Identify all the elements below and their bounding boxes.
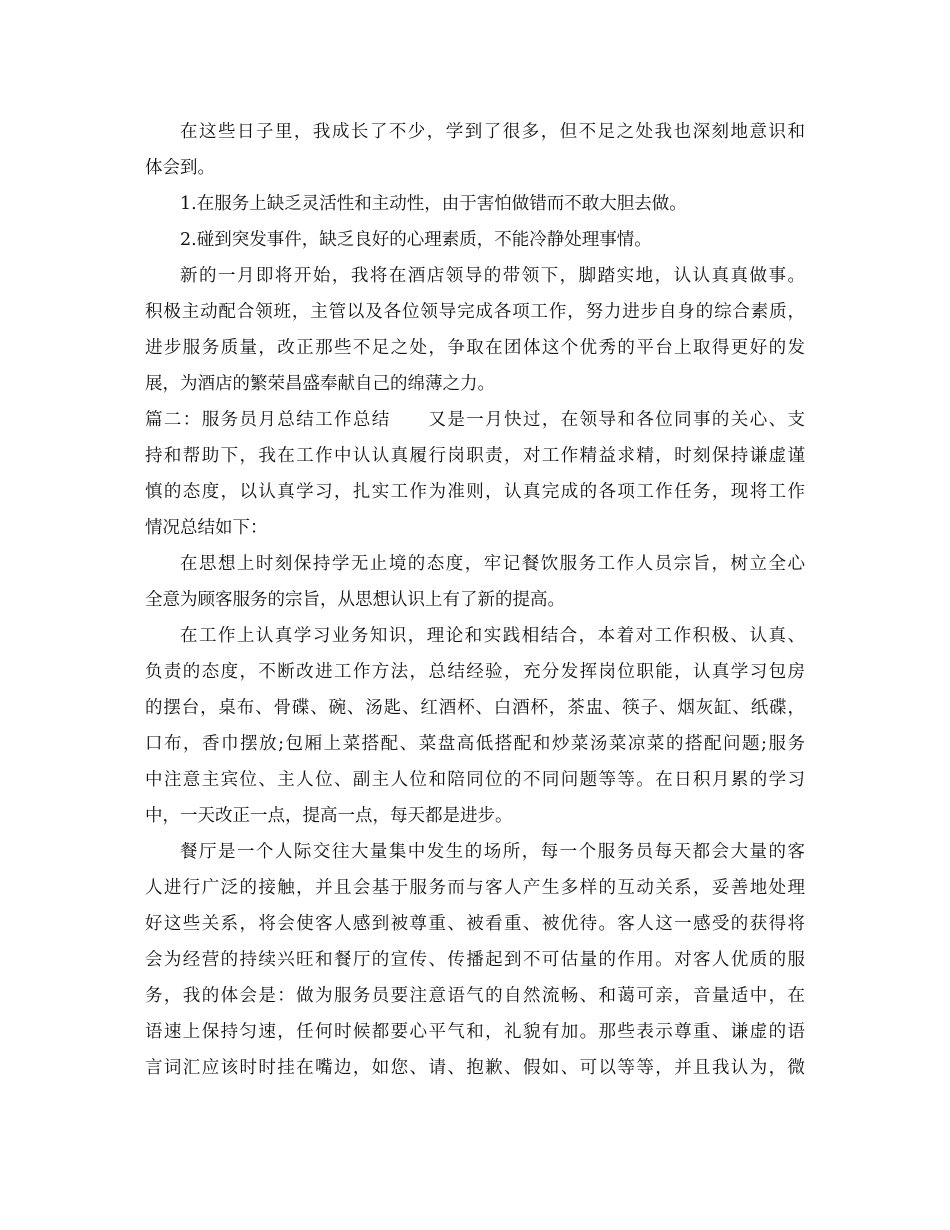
text-line: 体会到。 [145,158,215,178]
text-line: 人进行广泛的接触，并且会基于服务而与客人产生多样的互动关系，妥善地处理 [145,878,805,898]
text-line: 展，为酒店的繁荣昌盛奉献自己的绵薄之力。 [145,374,495,394]
text-line: 新的一月即将开始，我将在酒店领导的带领下，脚踏实地，认认真真做事。 [180,266,805,286]
text-line: 2.碰到突发事件，缺乏良好的心理素质，不能冷静处理事情。 [180,230,652,250]
text-line: 好这些关系，将会使客人感到被尊重、被看重、被优待。客人这一感受的获得将 [145,914,805,934]
text-line: 情况总结如下： [145,518,268,538]
text-line: 中，一天改正一点，提高一点，每天都是进步。 [145,806,513,826]
text-line: 言词汇应该时时挂在嘴边，如您、请、抱歉、假如、可以等等，并且我认为，微 [145,1058,805,1078]
text-line: 在工作上认真学习业务知识，理论和实践相结合，本着对工作积极、认真、 [180,626,805,646]
text-line: 慎的态度，以认真学习，扎实工作为准则，认真完成的各项工作任务，现将工作 [145,482,805,502]
text-line: 在这些日子里，我成长了不少，学到了很多，但不足之处我也深刻地意识和 [180,122,805,142]
text-line: 会为经营的持续兴旺和餐厅的宣传、传播起到不可估量的作用。对客人优质的服 [145,950,805,970]
text-line: 进步服务质量，改正那些不足之处，争取在团体这个优秀的平台上取得更好的发 [145,338,805,358]
text-line: 餐厅是一个人际交往大量集中发生的场所，每一个服务员每天都会大量的客 [180,842,805,862]
text-line: 积极主动配合领班，主管以及各位领导完成各项工作，努力进步自身的综合素质， [145,302,805,322]
text-line: 在思想上时刻保持学无止境的态度，牢记餐饮服务工作人员宗旨，树立全心 [180,554,805,574]
text-line: 口布，香巾摆放;包厢上菜搭配、菜盘高低搭配和炒菜汤菜凉菜的搭配问题;服务 [145,734,805,754]
text-line: 负责的态度，不断改进工作方法，总结经验，充分发挥岗位职能，认真学习包房 [145,662,805,682]
text-line: 全意为顾客服务的宗旨，从思想认识上有了新的提高。 [145,590,565,610]
text-line: 务，我的体会是：做为服务员要注意语气的自然流畅、和蔼可亲，音量适中，在 [145,986,805,1006]
text-line: 持和帮助下，我在工作中认认真履行岗职责，对工作精益求精，时刻保持谦虚谨 [145,446,805,466]
text-line: 1.在服务上缺乏灵活性和主动性，由于害怕做错而不敢大胆去做。 [180,194,687,214]
text-line: 中注意主宾位、主人位、副主人位和陪同位的不同问题等等。在日积月累的学习 [145,770,805,790]
text-line: 的摆台，桌布、骨碟、碗、汤匙、红酒杯、白酒杯，茶盅、筷子、烟灰缸、纸碟， [145,698,805,718]
text-line: 语速上保持匀速，任何时候都要心平气和，礼貌有加。那些表示尊重、谦虚的语 [145,1022,805,1042]
section-heading-line: 篇二：服务员月总结工作总结 又是一月快过，在领导和各位同事的关心、支 [145,410,805,430]
